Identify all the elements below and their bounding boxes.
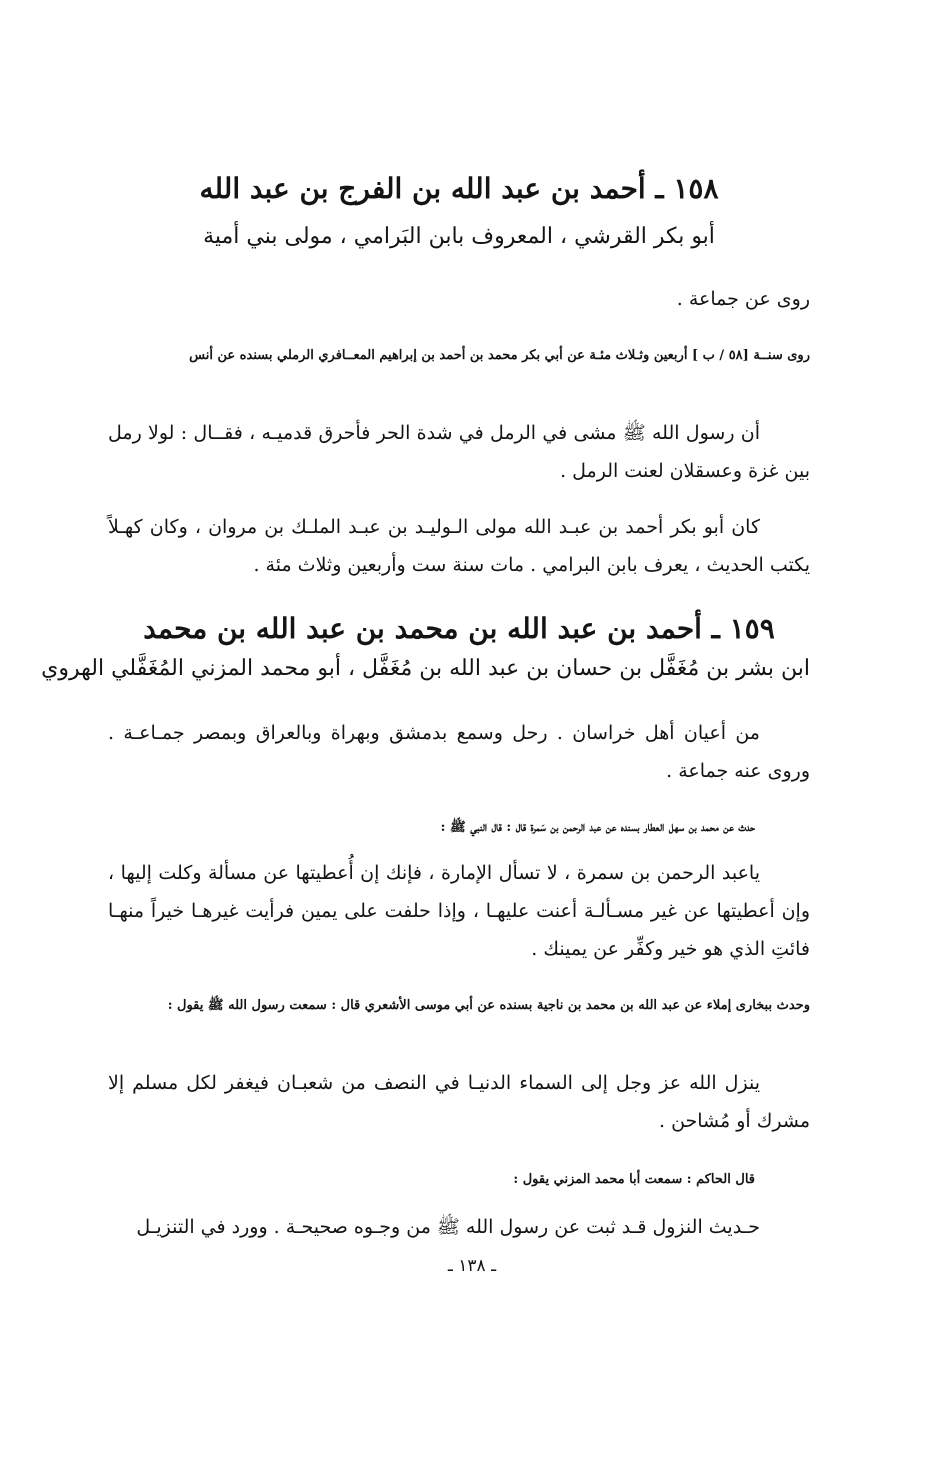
entry-159-isnad-1: حدث عن محمد بن سهل العطار بسنده عن عبد الرحمن بن سَمرة قال : قال النبي ﷺ : [440,820,755,835]
entry-159-isnad-3: قال الحاكم : سمعت أبا محمد المزني يقول : [513,1172,755,1187]
entry-159-hadith-3: حـديث النزول قـد ثبت عن رسول الله ﷺ من وجـوه صحيحـة . وورد في التنزيـل [136,1216,760,1238]
entry-158-subheading: أبو بكر القرشي ، المعروف بابن البَرامي ، مولى بني أمية [203,224,715,249]
entry-158-hadith: أن رسول الله ﷺ مشى في الرمل في شدة الحر فأحرق قدميـه ، فقــال : لولا رمل بين غزة وعسقلان لعنت الرمل . [108,422,810,482]
page-number: ـ ١٣٨ ـ [447,1256,497,1276]
entry-159-biography: من أعيان أهل خراسان . رحل وسمع بدمشق وبهراة وبالعراق وبمصر جمـاعـة . وروى عنه جماعة . [108,722,810,782]
entry-159-subheading: ابن بشر بن مُغَفَّل بن حسان بن عبد الله بن مُغَفَّل ، أبو محمد المزني المُغَفَّلي الهروي [41,656,810,681]
entry-159-hadith-2: ينزل الله عز وجل إلى السماء الدنيـا في النصف من شعبـان فيغفر لكل مسلم إلا مشرك أو مُشاحن . [108,1072,810,1132]
entry-158-summary: روى عن جماعة . [676,288,810,310]
entry-158-isnad: روى سنــة [٥٨ / ب ] أربعين وثـلاث مئـة عن أبي بكر محمد بن أحمد بن إبراهيم المعــافري الرملي بسنده عن أنس [189,348,810,363]
entry-159-isnad-2: وحدث ببخارى إملاء عن عبد الله بن محمد بن ناجية بسنده عن أبي موسى الأشعري قال : سمعت رسول الله ﷺ يقول : [167,998,810,1013]
entry-158-biography: كان أبو بكر أحمد بن عبـد الله مولى الـوليـد بن عبـد الملـك بن مروان ، وكان كهـلاً يكتب الحديث ، يعرف بابن البرامي . مات سنة ست وأربعين وثلاث مئة . [108,516,810,576]
entry-158-heading: ١٥٨ ـ أحمد بن عبد الله بن الفرج بن عبد الله [199,172,719,205]
entry-159-hadith-1: ياعبد الرحمن بن سمرة ، لا تسأل الإمارة ، فإنك إن أُعطيتها عن مسألة وكلت إليها ، وإن أعطيتها عن غير مسـألـة أعنت عليهـا ، وإذا حلفت على يمين فرأيت غيرهـا خيراً منهـا فائتِ الذي هو خير وكفِّر عن يمينك . [108,862,810,960]
entry-159-heading: ١٥٩ ـ أحمد بن عبد الله بن محمد بن عبد الله بن محمد [143,612,775,645]
